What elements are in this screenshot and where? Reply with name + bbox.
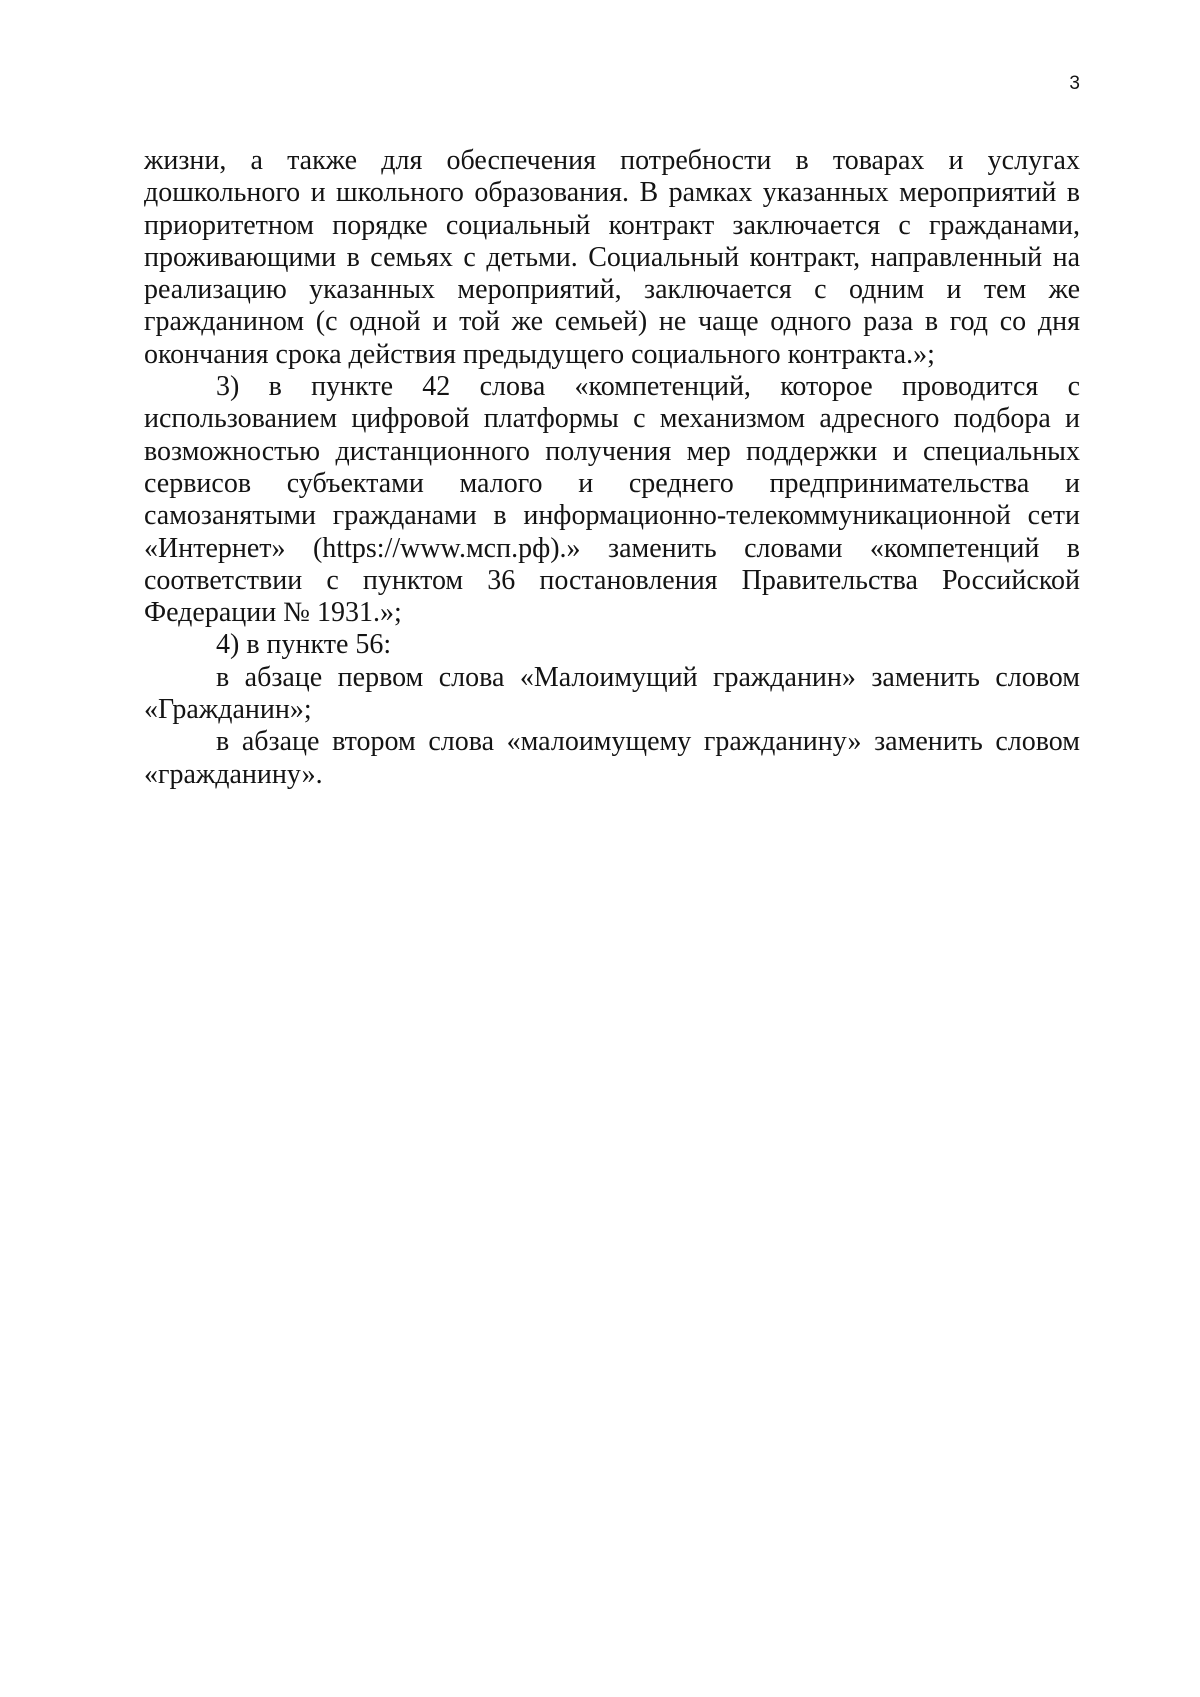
paragraph-item-3: 3) в пункте 42 слова «компетенций, которое проводится с использованием цифровой платформы с механизмом адресного подбора и возможностью дистанционного получения мер поддержки и специальных сервисов субъектами малого и среднего предпринимательства и самозанятыми гражданами в информационно-телекоммуникационной сети «Интернет» (https://www.мсп.рф).» заменить словами «компетенций в соответствии с пунктом 36 постановления Правительства Российской Федерации № 1931.»;: [144, 371, 1080, 629]
paragraph-continuation: жизни, а также для обеспечения потребности в товарах и услугах дошкольного и школьного образования. В рамках указанных мероприятий в приоритетном порядке социальный контракт заключается с гражданами, проживающими в семьях с детьми. Социальный контракт, направленный на реализацию указанных мероприятий, заключается с одним и тем же гражданином (с одной и той же семьей) не чаще одного раза в год со дня окончания срока действия предыдущего социального контракта.»;: [144, 145, 1080, 370]
paragraph-item-4-second-abzac: в абзаце втором слова «малоимущему гражданину» заменить словом «гражданину».: [144, 726, 1080, 790]
paragraph-item-4-first-abzac: в абзаце первом слова «Малоимущий гражданин» заменить словом «Гражданин»;: [144, 661, 1080, 726]
paragraph-item-4: 4) в пункте 56:: [216, 629, 392, 661]
page-number: 3: [1069, 73, 1080, 94]
document-body: [144, 145, 1080, 791]
